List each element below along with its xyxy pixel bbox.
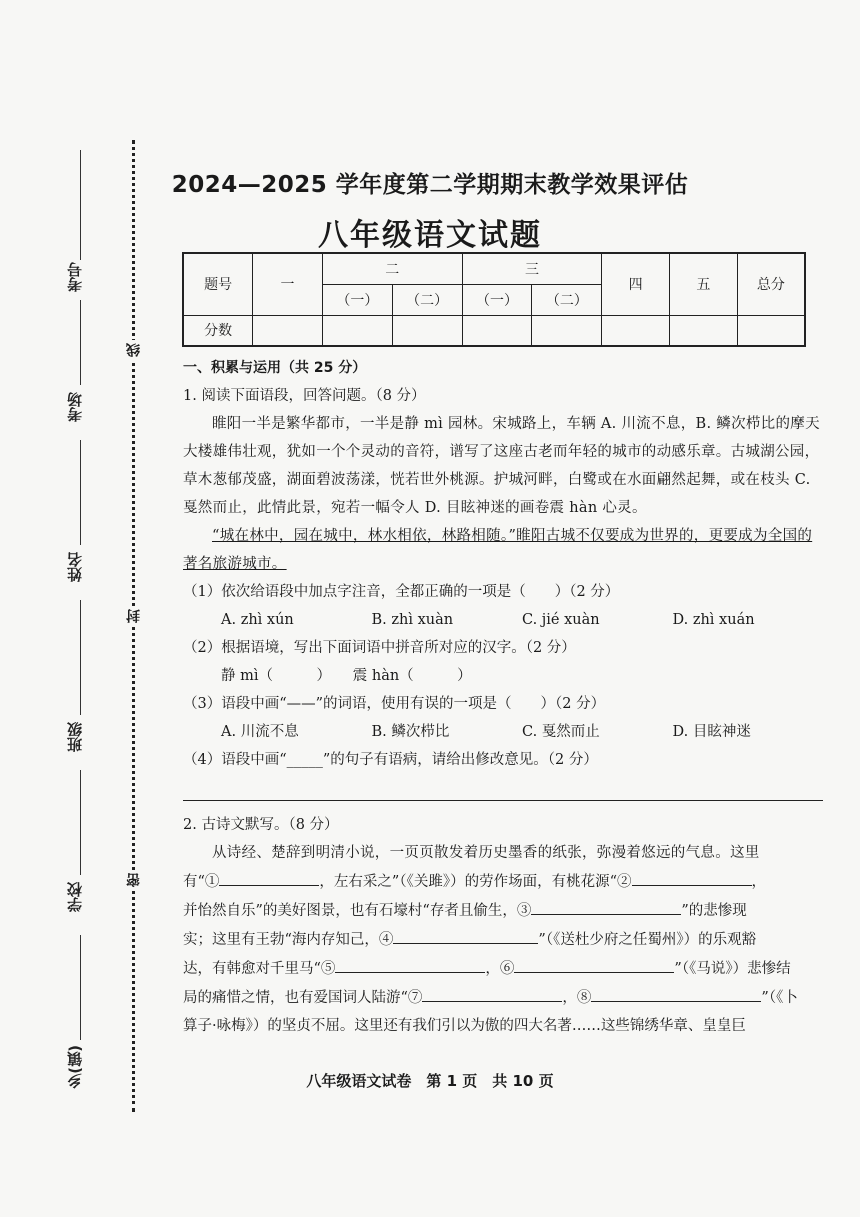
exam-content xyxy=(183,354,823,1040)
option-a[interactable]: A. zhì xún xyxy=(221,612,294,628)
option-b[interactable]: B. zhì xuàn xyxy=(371,612,454,628)
question-1-2-fill[interactable]: 静 mì（ ） 震 hàn（ ） xyxy=(221,668,472,684)
seal-char-xian: 线 xyxy=(124,340,144,360)
answer-line[interactable] xyxy=(183,778,823,801)
text: ”（《卜 xyxy=(761,990,798,1006)
text: 达，有韩愈对千里马“⑤ xyxy=(183,961,336,977)
text: ，⑥ xyxy=(485,961,515,977)
side-label-kaochang: 考场 xyxy=(66,392,84,422)
blank-8[interactable] xyxy=(591,983,761,1002)
blank-6[interactable] xyxy=(514,954,674,973)
text: 实；这里有王勃“海内存知己，④ xyxy=(183,932,394,948)
seal-char-mi: 密 xyxy=(124,870,144,890)
table-header-tihao: 题号 xyxy=(183,253,253,315)
question-1-1: （1）依次给语段中加点字注音，全都正确的一项是（ ）（2 分） xyxy=(183,584,620,600)
question-2-line-4 xyxy=(183,925,823,954)
table-col-three: 三 xyxy=(462,253,602,284)
section-heading: 一、积累与运用（共 25 分） xyxy=(183,360,367,376)
option-b[interactable]: B. 鳞次栉比 xyxy=(371,724,450,740)
page-footer: 八年级语文试卷 第 1 页 共 10 页 xyxy=(306,1072,554,1090)
text: 并怡然自乐”的美好图景，也有石壕村“存者且偷生，③ xyxy=(183,903,532,919)
text: ，左右采之”（《关雎》）的劳作场面，有桃花源“② xyxy=(319,874,632,890)
question-1-3: （3）语段中画“——”的词语，使用有误的一项是（ ）（2 分） xyxy=(183,696,606,712)
option-d[interactable]: D. zhì xuán xyxy=(672,612,755,628)
blank-2[interactable] xyxy=(632,867,752,886)
blank-4[interactable] xyxy=(393,925,538,944)
text: 有“① xyxy=(183,874,220,890)
seal-char-feng: 封 xyxy=(124,606,144,626)
question-1-2: （2）根据语境，写出下面词语中拼音所对应的汉字。（2 分） xyxy=(183,640,576,656)
table-header-fenshu: 分数 xyxy=(183,315,253,346)
xiangzhen-line xyxy=(80,935,81,1040)
passage-paragraph-2: “城在林中，园在城中，林水相依，林路相随。”睢阳古城不仅要成为世界的，更要成为全国的著名旅游城市。 xyxy=(183,528,813,572)
table-col-total: 总分 xyxy=(737,253,805,315)
table-col-two: 二 xyxy=(322,253,462,284)
question-2-line-6 xyxy=(183,983,823,1012)
text: ”的悲惨现 xyxy=(681,903,747,919)
text: ， xyxy=(751,874,766,890)
question-1-3-options xyxy=(183,718,823,746)
score-table xyxy=(182,252,806,347)
score-cell[interactable] xyxy=(392,315,462,346)
question-2-line-2 xyxy=(183,867,823,896)
passage-paragraph-1: 睢阳一半是繁华都市，一半是静 mì 园林。宋城路上，车辆 A. 川流不息，B. 鳞次栉比的摩天大楼雄伟壮观，犹如一个个灵动的音符，谱写了这座古老而年轻的城市的动感乐章。古城湖公园，草木葱郁茂盛，湖面碧波荡漾，恍若世外桃源。护城河畔，白鹭或在水面翩然起舞，或在枝头 C. 戛然而止，此情此景，宛若一幅令人 D. 目眩神迷的画卷震 hàn 心灵。 xyxy=(183,416,820,516)
question-2-line-1: 从诗经、楚辞到明清小说，一页页散发着历史墨香的纸张，弥漫着悠远的气息。这里 xyxy=(212,845,760,861)
question-2-line-7: 算子·咏梅》）的坚贞不屈。这里还有我们引以为傲的四大名著……这些锦绣华章、皇皇巨 xyxy=(183,1018,746,1034)
table-col-four: 四 xyxy=(602,253,670,315)
score-cell[interactable] xyxy=(602,315,670,346)
table-sub-3-2: （二） xyxy=(532,284,602,315)
score-cell[interactable] xyxy=(532,315,602,346)
option-d[interactable]: D. 目眩神迷 xyxy=(672,724,751,740)
side-label-xingming: 姓名 xyxy=(66,552,84,582)
score-cell[interactable] xyxy=(322,315,392,346)
exam-title: 2024—2025 学年度第二学期期末教学效果评估 xyxy=(171,172,689,198)
blank-1[interactable] xyxy=(219,867,319,886)
score-cell[interactable] xyxy=(669,315,737,346)
table-col-five: 五 xyxy=(669,253,737,315)
banji-line xyxy=(80,600,81,715)
blank-3[interactable] xyxy=(531,896,681,915)
xingming-line xyxy=(80,440,81,545)
question-1-title: 1. 阅读下面语段，回答问题。（8 分） xyxy=(183,388,426,404)
text: ，⑧ xyxy=(562,990,592,1006)
text: 局的痛惜之情，也有爱国词人陆游“⑦ xyxy=(183,990,423,1006)
score-cell[interactable] xyxy=(253,315,323,346)
question-2-line-3 xyxy=(183,896,823,925)
seal-dotted-line xyxy=(132,140,135,1112)
table-col-one: 一 xyxy=(253,253,323,315)
kaochang-line xyxy=(80,300,81,385)
xuexiao-line xyxy=(80,770,81,875)
side-label-banji: 班级 xyxy=(66,722,84,752)
text: ”（《马说》）悲惨结 xyxy=(674,961,791,977)
option-a[interactable]: A. 川流不息 xyxy=(221,724,299,740)
score-cell[interactable] xyxy=(737,315,805,346)
question-1-4: （4）语段中画“_____”的句子有语病，请给出修改意见。（2 分） xyxy=(183,752,598,768)
option-c[interactable]: C. 戛然而止 xyxy=(522,724,600,740)
table-sub-2-1: （一） xyxy=(322,284,392,315)
text: ”（《送杜少府之任蜀州》）的乐观豁 xyxy=(538,932,757,948)
table-sub-3-1: （一） xyxy=(462,284,532,315)
question-2-title: 2. 古诗文默写。（8 分） xyxy=(183,817,339,833)
exam-subtitle: 八年级语文试题 xyxy=(318,218,542,253)
question-1-1-options xyxy=(183,606,823,634)
blank-7[interactable] xyxy=(422,983,562,1002)
side-label-xuexiao: 学校 xyxy=(66,882,84,912)
side-label-xiangzhen: 乡(镇) xyxy=(66,1045,84,1089)
side-label-kaohao: 考号 xyxy=(66,262,84,292)
blank-5[interactable] xyxy=(335,954,485,973)
question-2-line-5 xyxy=(183,954,823,983)
option-c[interactable]: C. jié xuàn xyxy=(522,612,600,628)
score-cell[interactable] xyxy=(462,315,532,346)
table-sub-2-2: （二） xyxy=(392,284,462,315)
